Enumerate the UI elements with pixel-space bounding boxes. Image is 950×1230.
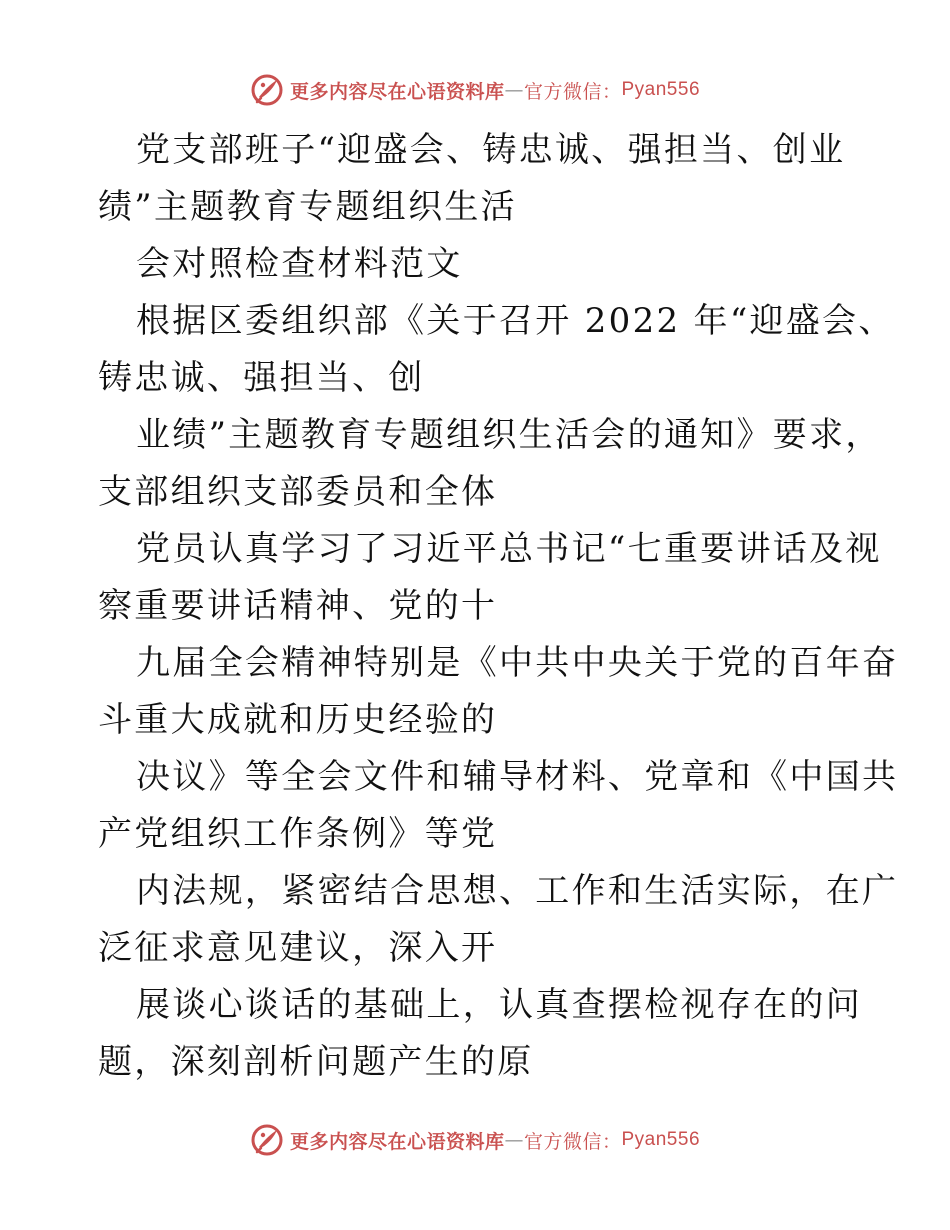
banner-wechat-id: Pyan556: [621, 79, 701, 100]
body-line: 业绩”主题教育专题组织生活会的通知》要求，: [136, 415, 882, 455]
body-line: 泛征求意见建议，深入开: [98, 928, 498, 968]
header-banner: [0, 70, 950, 110]
banner-main-text: 更多内容尽在心语资料库: [289, 1130, 505, 1153]
banner-wechat-id: Pyan556: [621, 1129, 701, 1150]
red-quill-logo-icon: [250, 73, 284, 107]
body-line: 铸忠诚、强担当、创: [98, 358, 425, 398]
body-line: 题，深刻剖析问题产生的原: [98, 1042, 534, 1082]
body-line: 展谈心谈话的基础上，认真查摆检视存在的问: [136, 985, 862, 1025]
body-line: 产党组织工作条例》等党: [98, 814, 498, 854]
footer-banner: [0, 1120, 950, 1160]
body-line: 根据区委组织部《关于召开 2022 年“迎盛会、: [136, 301, 895, 341]
title-line-2: 绩”主题教育专题组织生活: [98, 187, 517, 227]
banner-dash: —: [504, 79, 524, 101]
title-line-3: 会对照检查材料范文: [136, 244, 463, 284]
banner-official-label: 官方微信：: [523, 80, 622, 103]
document-body: [98, 122, 899, 1091]
body-line: 党员认真学习了习近平总书记“七重要讲话及视: [136, 529, 882, 569]
body-line: 九届全会精神特别是《中共中央关于党的百年奋: [136, 643, 899, 683]
banner-main-text: 更多内容尽在心语资料库: [289, 80, 505, 103]
banner-official-label: 官方微信：: [523, 1130, 622, 1153]
body-line: 决议》等全会文件和辅导材料、党章和《中国共: [136, 757, 899, 797]
title-line-1: 党支部班子“迎盛会、铸忠诚、强担当、创业: [136, 130, 846, 170]
body-line: 察重要讲话精神、党的十: [98, 586, 498, 626]
red-quill-logo-icon: [250, 1123, 284, 1157]
body-line: 内法规，紧密结合思想、工作和生活实际，在广: [136, 871, 899, 911]
body-line: 支部组织支部委员和全体: [98, 472, 498, 512]
body-line: 斗重大成就和历史经验的: [98, 700, 498, 740]
banner-dash: —: [504, 1129, 524, 1151]
